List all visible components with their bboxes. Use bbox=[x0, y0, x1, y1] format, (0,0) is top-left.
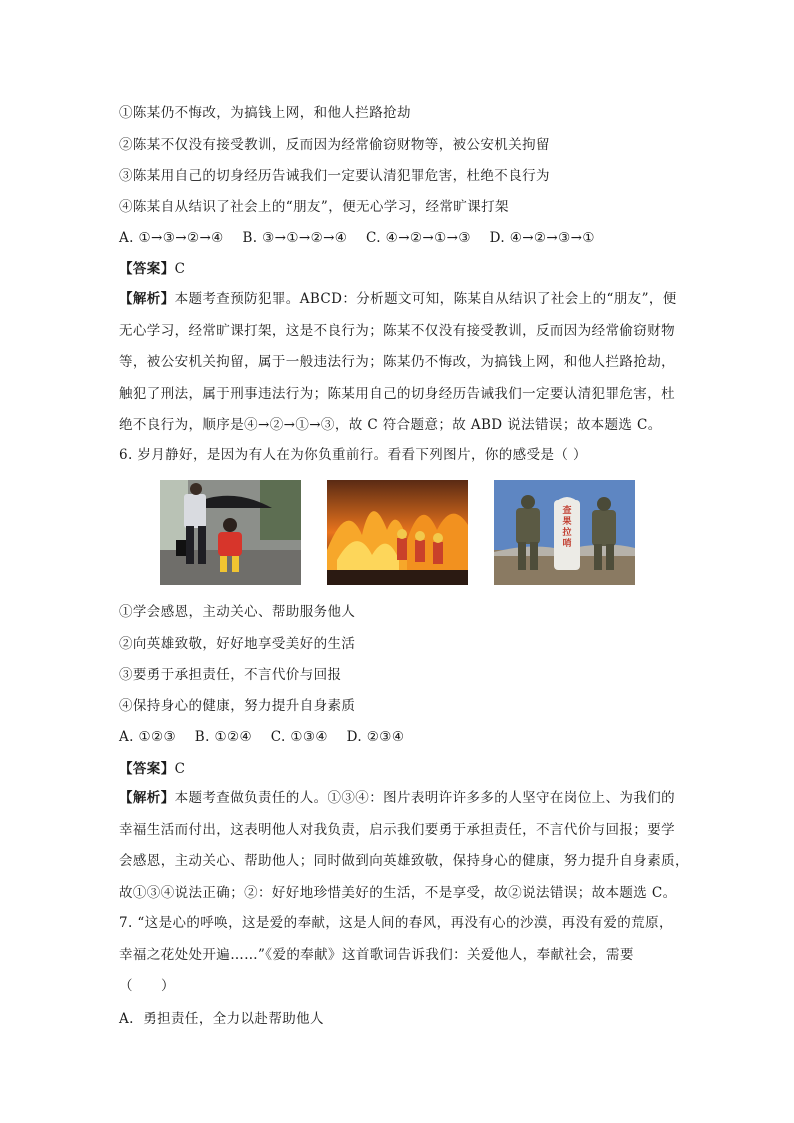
q7-stem-line-1: 7. “这是心的呼唤，这是爱的奉献，这是人间的春风，再没有心的沙漠，再没有爱的荒原， bbox=[119, 915, 673, 931]
q6-item-3: ③要勇于承担责任，不言代价与回报 bbox=[119, 667, 342, 683]
answer-value: C bbox=[174, 261, 186, 277]
q6-analysis-line-3: 会感恩，主动关心、帮助他人；同时做到向英雄致敬，保持身心的健康，努力提升自身素质， bbox=[119, 853, 689, 869]
q5-item-2: ②陈某不仅没有接受教训，反而因为经常偷窃财物等，被公安机关拘留 bbox=[119, 137, 550, 153]
photo-border-soldiers bbox=[494, 480, 635, 585]
answer-label: 【答案】 bbox=[119, 761, 175, 777]
photo-umbrella-father bbox=[160, 480, 301, 585]
border-marker-text: 查果拉哨 bbox=[562, 506, 572, 549]
photo-firefighters bbox=[327, 480, 468, 585]
q5-analysis-line-1: 【解析】本题考查预防犯罪。ABCD：分析题文可知，陈某自从结识了社会上的“朋友”，便 bbox=[119, 291, 677, 307]
q6-analysis-line-2: 幸福生活而付出，这表明他人对我负责，启示我们要勇于承担责任，不言代价与回报；要学 bbox=[119, 821, 675, 838]
fire-scene-illustration bbox=[327, 480, 468, 585]
q5-answer bbox=[119, 260, 185, 278]
q6-stem: 6. 岁月静好，是因为有人在为你负重前行。看看下列图片，你的感受是（ ） bbox=[119, 447, 587, 463]
q7-option-a: A. 勇担责任，全力以赴帮助他人 bbox=[119, 1011, 324, 1027]
q7-stem-line-3: （ ） bbox=[119, 978, 175, 994]
analysis-label: 【解析】 bbox=[119, 291, 175, 307]
q5-item-3: ③陈某用自己的切身经历告诫我们一定要认清犯罪危害，杜绝不良行为 bbox=[119, 168, 550, 184]
answer-label: 【答案】 bbox=[119, 261, 175, 277]
q6-analysis-line-1: 【解析】本题考查做负责任的人。①③④：图片表明许许多多的人坚守在岗位上、为我们的 bbox=[119, 790, 676, 806]
q5-analysis-line-4: 触犯了刑法，属于刑事违法行为；陈某用自己的切身经历告诫我们一定要认清犯罪危害，杜 bbox=[119, 385, 675, 402]
q5-item-4: ④陈某自从结识了社会上的“朋友”，便无心学习，经常旷课打架 bbox=[119, 199, 509, 215]
answer-value: C bbox=[174, 761, 186, 777]
q5-analysis-line-3: 等，被公安机关拘留，属于一般违法行为；陈某仍不悔改，为搞钱上网，和他人拦路抢劫， bbox=[119, 354, 675, 370]
analysis-label: 【解析】 bbox=[119, 790, 175, 806]
q6-answer bbox=[119, 760, 185, 778]
umbrella-scene-illustration bbox=[160, 480, 301, 585]
q6-item-1: ①学会感恩，主动关心、帮助服务他人 bbox=[119, 604, 356, 620]
q6-analysis bbox=[119, 783, 689, 909]
q5-item-1: ①陈某仍不悔改，为搞钱上网，和他人拦路抢劫 bbox=[119, 105, 411, 121]
q5-options: A. ①→③→②→④ B. ③→①→②→④ C. ④→②→①→③ D. ④→②→③→① bbox=[119, 230, 595, 246]
q6-options: A. ①②③ B. ①②④ C. ①③④ D. ②③④ bbox=[119, 729, 405, 745]
q5-analysis-line-2: 无心学习，经常旷课打架，这是不良行为；陈某不仅没有接受教训，反而因为经常偷窃财物 bbox=[119, 322, 675, 339]
q6-item-4: ④保持身心的健康，努力提升自身素质 bbox=[119, 698, 356, 714]
q6-photo-row bbox=[160, 480, 636, 585]
q5-analysis bbox=[119, 284, 679, 442]
q5-analysis-line-5: 绝不良行为，顺序是④→②→①→③，故 C 符合题意；故 ABD 说法错误；故本题选 C。 bbox=[119, 417, 662, 433]
q6-analysis-line-4: 故①③④说法正确；②：好好地珍惜美好的生活，不是享受，故②说法错误；故本题选 C。 bbox=[119, 884, 677, 901]
q7-stem-line-2: 幸福之花处处开遍……”《爱的奉献》这首歌词告诉我们：关爱他人，奉献社会，需要 bbox=[119, 946, 634, 963]
q6-item-2: ②向英雄致敬，好好地享受美好的生活 bbox=[119, 636, 356, 652]
q7-stem bbox=[119, 908, 679, 1003]
